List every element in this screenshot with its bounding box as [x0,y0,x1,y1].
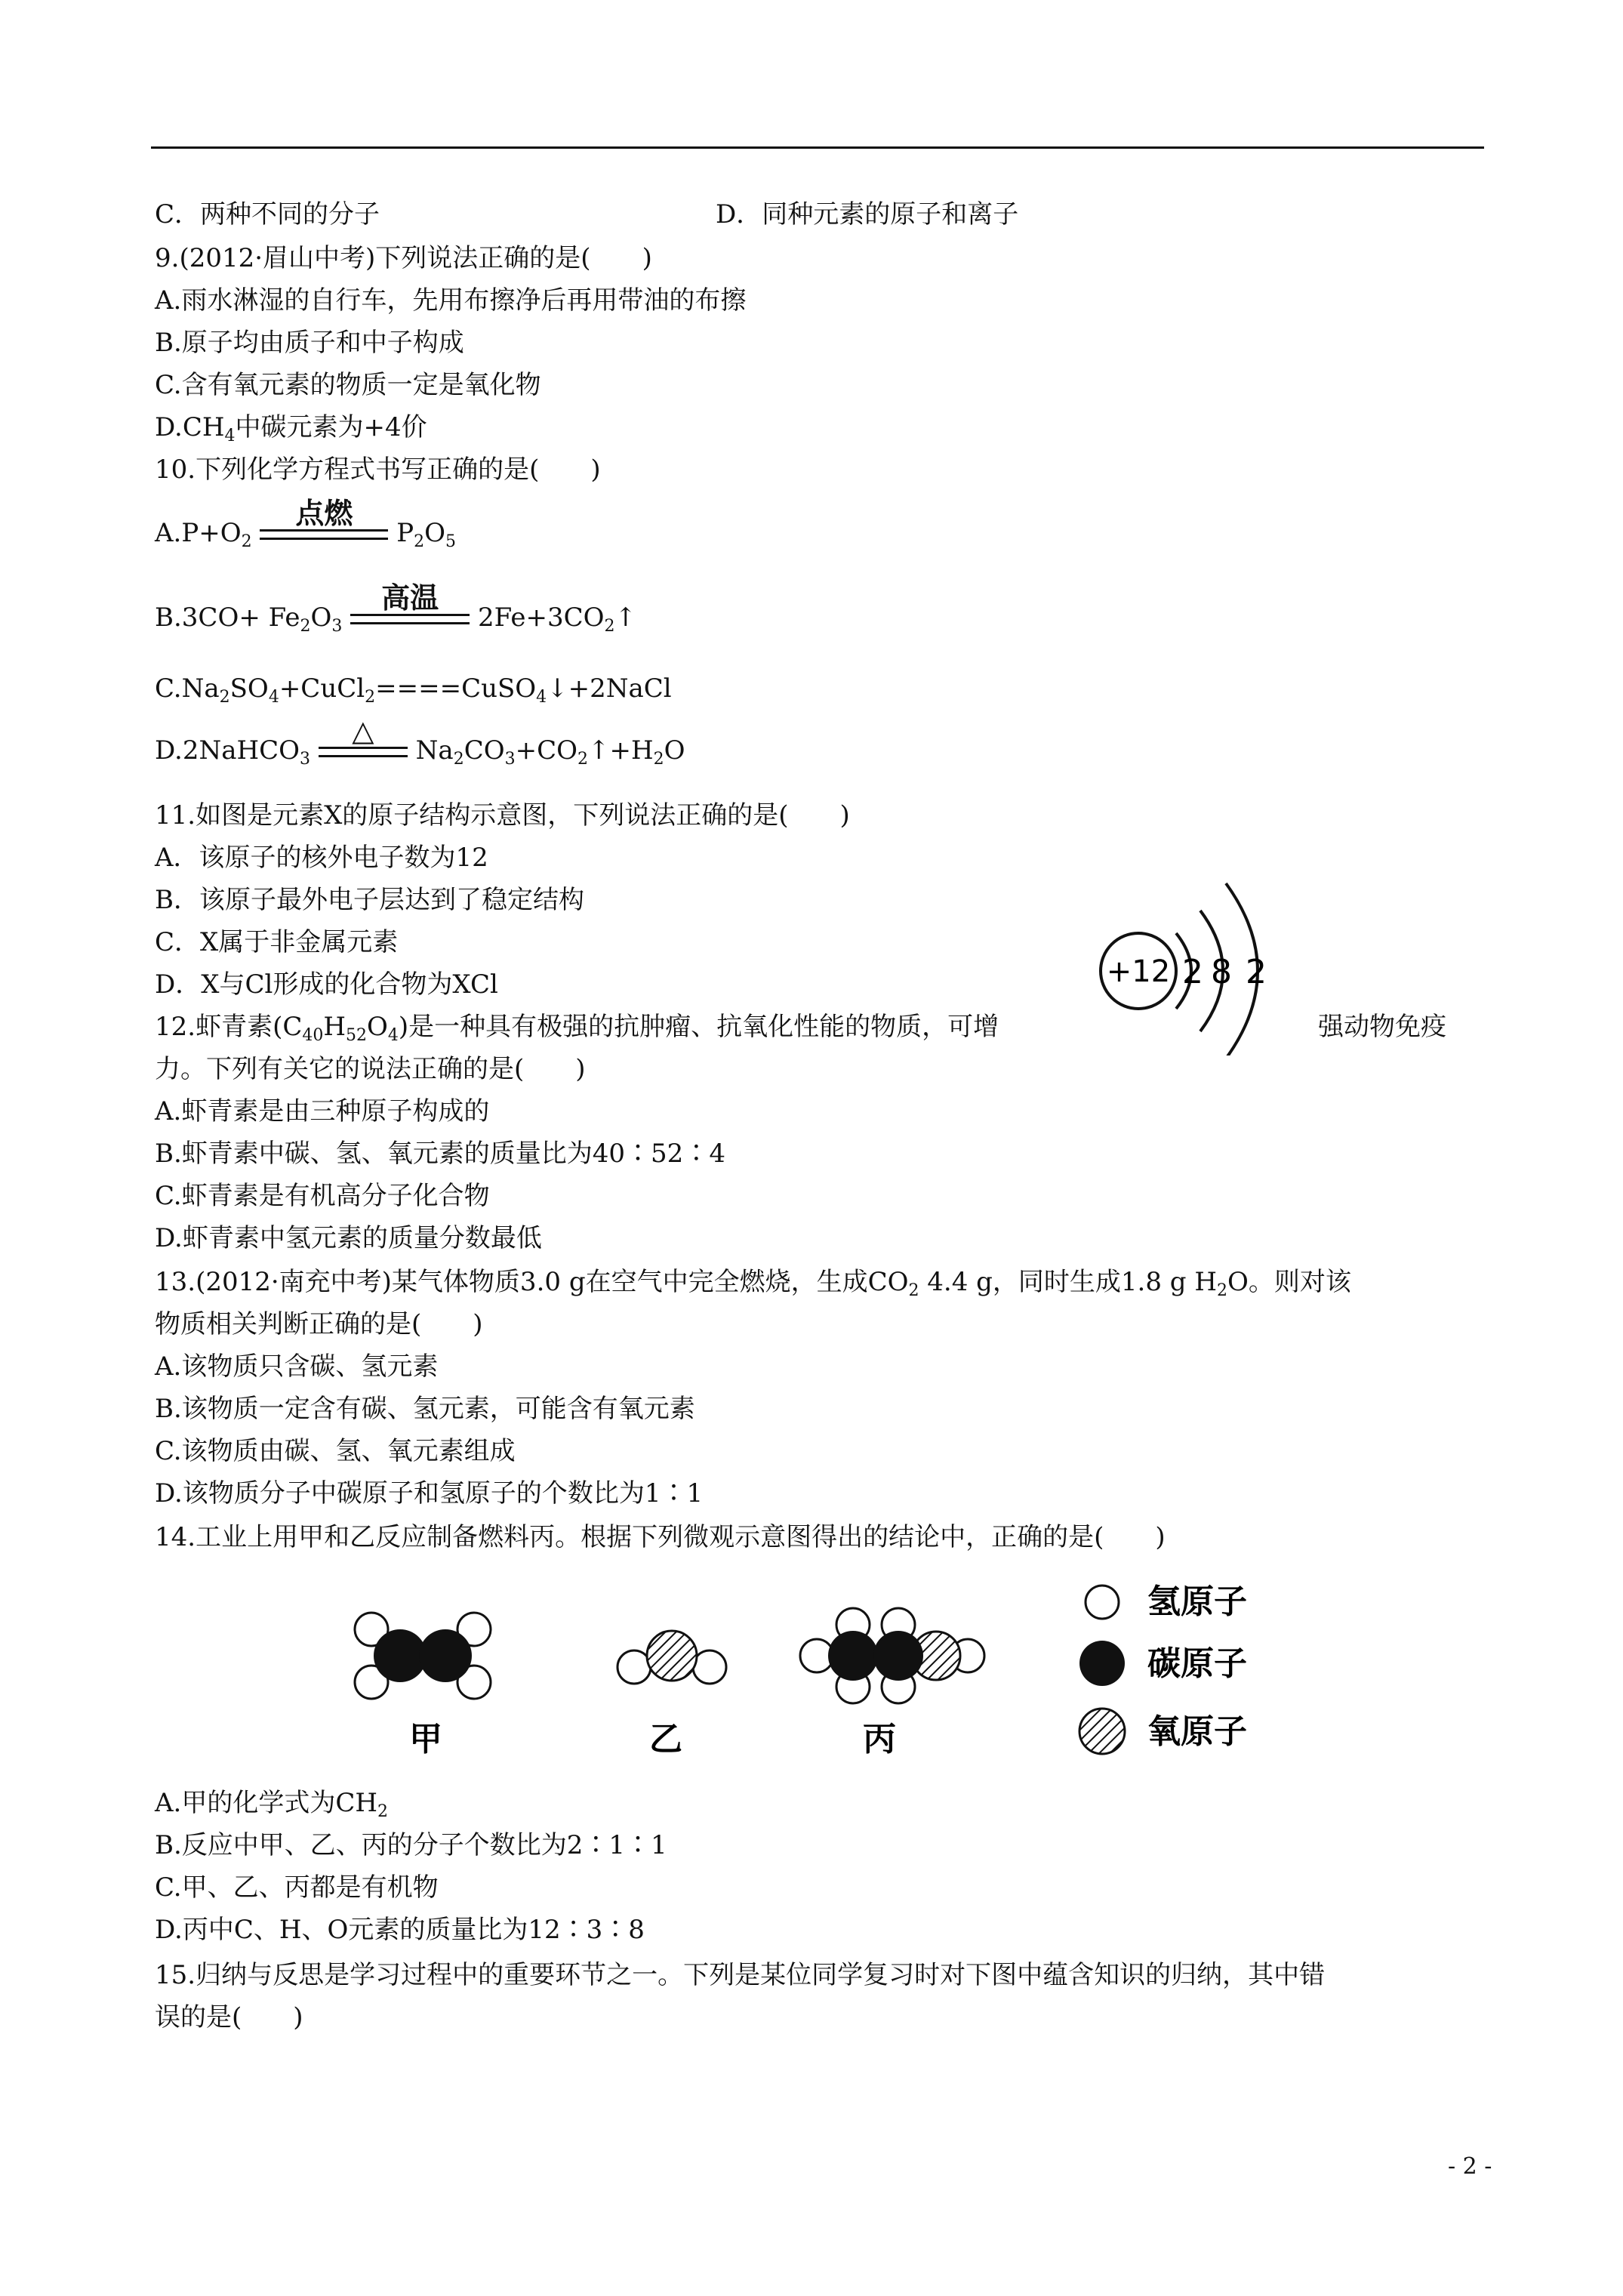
atomic-structure-diagram [1087,844,1298,1056]
q12-stem-line1: 12.虾青素$(C_{40}H_{52}O_4)$是一种具有极强的抗肿瘤、抗氧化性能的物质，可增 [155,1012,999,1045]
q11-stem: 11.如图是元素X的原子结构示意图，下列说法正确的是( ) [155,800,850,831]
label-jia: 甲 [409,1720,442,1758]
q13-option-c: C.该物质由碳、氢、氧元素组成 [155,1436,516,1466]
q13-option-b: B.该物质一定含有碳、氢元素，可能含有氧元素 [155,1394,695,1424]
q13-stem-line2: 物质相关判断正确的是( ) [155,1309,483,1339]
q12-stem-tail: 强动物免疫 [1318,1012,1446,1042]
legend-hydrogen: 氢原子 [1147,1583,1247,1621]
q8-option-d: D．同种元素的原子和离子 [716,199,1019,230]
label-bing: 丙 [863,1720,896,1758]
condition-ignite: 点燃 [260,516,388,550]
q10-option-c: $C.Na_2SO_4+CuCl_2====CuSO_4↓+2NaCl$ [155,673,672,707]
legend-carbon-symbol [1079,1641,1125,1686]
molecule-diagram [317,1563,1298,1767]
q12-option-a: A.虾青素是由三种原子构成的 [155,1096,490,1126]
molecule-jia [355,1613,491,1699]
q11-option-d: D．X与Cl形成的化合物为XCl [155,969,498,1000]
q13-option-a: A.该物质只含碳、氢元素 [155,1351,439,1382]
q9-option-b: B.原子均由质子和中子构成 [155,328,464,358]
q9-stem: 9.(2012·眉山中考)下列说法正确的是( ) [155,243,652,273]
q10-option-b: $B.3CO+ Fe_2O_3$ 高温 $2Fe+3CO_2↑$ [155,581,636,636]
page-number: - 2 - [1448,2153,1492,2180]
q9-option-d: $D.CH_4$中碳元素为+4价 [155,412,427,445]
shell-3-electrons: 2 [1246,953,1267,991]
q13-option-d: D.该物质分子中碳原子和氢原子的个数比为1∶1 [155,1478,704,1509]
q15-stem-line2: 误的是( ) [155,2002,303,2032]
q14-option-c: C.甲、乙、丙都是有机物 [155,1872,439,1903]
q13-stem-line1: 13.(2012·南充中考)某气体物质3.0 g在空气中完全燃烧，生成$CO_2$ 4.4 g，同时生成1.8 g $H_2O$。则对该 [155,1267,1351,1300]
legend-oxygen-symbol [1079,1709,1125,1754]
q11-option-c: C．X属于非金属元素 [155,927,399,957]
legend-oxygen: 氧原子 [1147,1712,1247,1751]
q9-option-a: A.雨水淋湿的自行车，先用布擦净后再用带油的布擦 [155,285,747,316]
q10-option-d: D.2NaHCO$_3$ △ $Na_2CO_3+CO_2↑+H_2O$ [155,714,685,769]
q8-option-c: C．两种不同的分子 [155,199,380,230]
q14-stem: 14.工业上用甲和乙反应制备燃料丙。根据下列微观示意图得出的结论中，正确的是( ) [155,1522,1166,1552]
q14-option-a: A.甲的化学式为$CH_2$ [155,1788,389,1821]
legend-hydrogen-symbol [1086,1586,1119,1619]
condition-high-temp: 高温 [350,601,470,634]
q11-option-a: A．该原子的核外电子数为12 [155,843,488,873]
header-rule [151,146,1484,149]
q10-option-a: $A.P+O_2$ 点燃 $P_2O_5$ [155,497,456,551]
shell-2-electrons: 8 [1211,953,1232,991]
q14-option-d: D.丙中C、H、O元素的质量比为12∶3∶8 [155,1915,645,1945]
q11-option-b: B．该原子最外电子层达到了稳定结构 [155,885,584,915]
shell-1-electrons: 2 [1182,953,1203,991]
q10-stem: 10.下列化学方程式书写正确的是( ) [155,455,601,485]
label-yi: 乙 [649,1720,682,1758]
q9-option-c: C.含有氧元素的物质一定是氧化物 [155,370,541,400]
legend-carbon: 碳原子 [1147,1644,1247,1683]
q12-option-d: D.虾青素中氢元素的质量分数最低 [155,1223,542,1253]
nucleus-charge: +12 [1106,954,1171,989]
molecule-yi [617,1631,726,1684]
molecule-bing [800,1608,984,1703]
q14-option-b: B.反应中甲、乙、丙的分子个数比为2∶1∶1 [155,1830,667,1860]
q12-option-c: C.虾青素是有机高分子化合物 [155,1181,490,1211]
condition-heat: △ [319,734,408,767]
q15-stem-line1: 15.归纳与反思是学习过程中的重要环节之一。下列是某位同学复习时对下图中蕴含知识的归纳，其中错 [155,1960,1326,1990]
q12-option-b: B.虾青素中碳、氢、氧元素的质量比为40∶52∶4 [155,1139,725,1169]
q12-stem-line2: 力。下列有关它的说法正确的是( ) [155,1054,586,1084]
